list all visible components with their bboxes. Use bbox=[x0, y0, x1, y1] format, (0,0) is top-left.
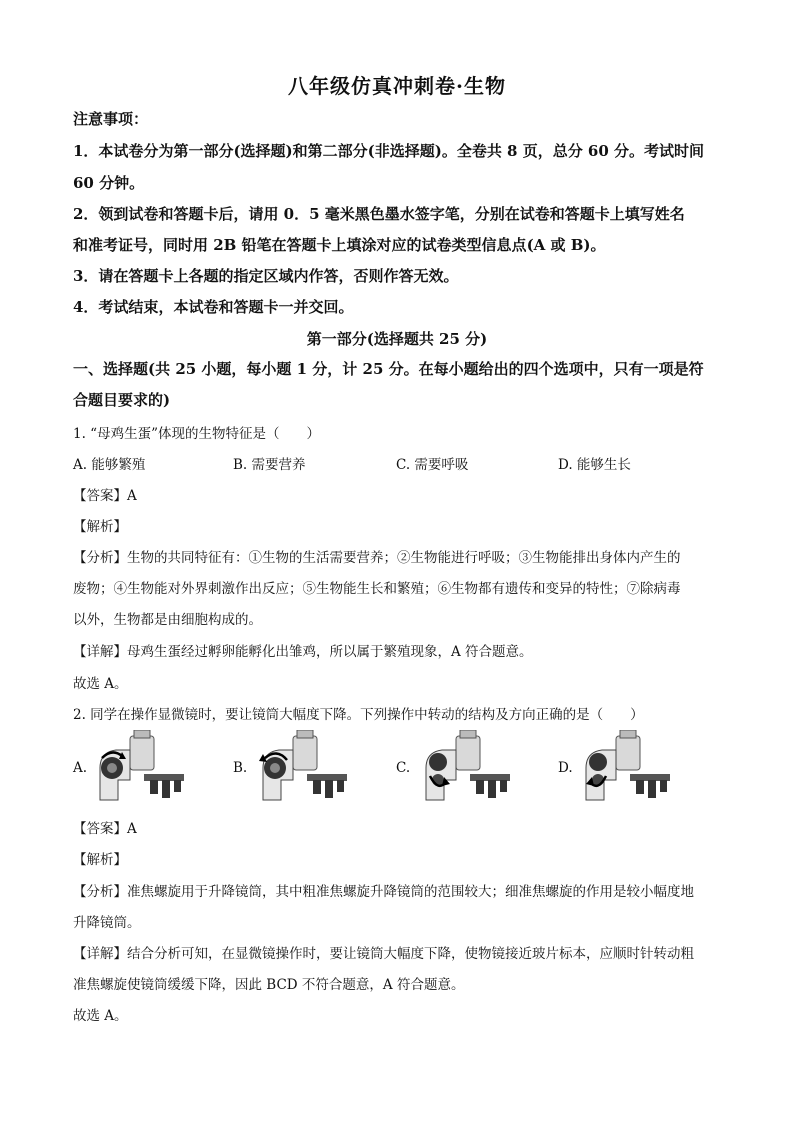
notice-item: 3．请在答题卡上各题的指定区域内作答，否则作答无效。 bbox=[73, 267, 459, 285]
part-heading: 第一部分(选择题共 25 分) bbox=[306, 330, 488, 348]
q2-detail: 准焦螺旋使镜筒缓缓下降，因此 BCD 不符合题意，A 符合题意。 bbox=[73, 977, 465, 993]
q1-analysis-tag: 【解析】 bbox=[73, 519, 127, 535]
question-2-stem: 2. 同学在操作显微镜时，要让镜筒大幅度下降。下列操作中转动的结构及方向正确的是（ ） bbox=[73, 707, 644, 723]
q2-analysis: 【分析】准焦螺旋用于升降镜筒，其中粗准焦螺旋升降镜筒的范围较大；细准焦螺旋的作用是较小幅度地 bbox=[73, 884, 694, 900]
q1-option-c: C. 需要呼吸 bbox=[396, 457, 469, 473]
q2-analysis-tag: 【解析】 bbox=[73, 852, 127, 868]
q1-analysis: 废物；④生物能对外界刺激作出反应；⑤生物能生长和繁殖；⑥生物都有遗传和变异的特性；⑦除病毒 bbox=[73, 581, 681, 597]
q2-answer: 【答案】A bbox=[73, 821, 137, 837]
notice-item: 4．考试结束，本试卷和答题卡一并交回。 bbox=[73, 298, 354, 316]
notice-heading: 注意事项： bbox=[73, 110, 149, 128]
microscope-image-b bbox=[255, 730, 365, 802]
microscope-image-c bbox=[418, 730, 528, 802]
q1-analysis: 【分析】生物的共同特征有：①生物的生活需要营养；②生物能进行呼吸；③生物能排出身体内产生的 bbox=[73, 550, 681, 566]
notice-item: 1．本试卷分为第一部分(选择题)和第二部分(非选择题)。全卷共 8 页，总分 60 分。考试时间 bbox=[73, 142, 705, 160]
q2-option-b: B. bbox=[233, 760, 248, 776]
q1-option-b: B. 需要营养 bbox=[233, 457, 306, 473]
q1-conclusion: 故选 A。 bbox=[73, 676, 128, 692]
notice-item: 2．领到试卷和答题卡后，请用 0．5 毫米黑色墨水签字笔，分别在试卷和答题卡上填写姓名 bbox=[73, 205, 685, 223]
q2-conclusion: 故选 A。 bbox=[73, 1008, 128, 1024]
page-title: 八年级仿真冲刺卷·生物 bbox=[288, 74, 506, 98]
microscope-image-a bbox=[92, 730, 202, 802]
section-heading-cont: 合题目要求的) bbox=[73, 391, 171, 409]
q1-analysis: 以外，生物都是由细胞构成的。 bbox=[73, 612, 262, 628]
notice-item: 60 分钟。 bbox=[73, 174, 145, 192]
q1-detail: 【详解】母鸡生蛋经过孵卵能孵化出雏鸡，所以属于繁殖现象，A 符合题意。 bbox=[73, 644, 533, 660]
notice-item: 和准考证号，同时用 2B 铅笔在答题卡上填涂对应的试卷类型信息点(A 或 B)。 bbox=[73, 236, 606, 254]
q1-answer: 【答案】A bbox=[73, 488, 137, 504]
microscope-image-d bbox=[578, 730, 688, 802]
q1-option-a: A. 能够繁殖 bbox=[73, 457, 146, 473]
section-heading: 一、选择题(共 25 小题，每小题 1 分，计 25 分。在每小题给出的四个选项中，只有一项是符 bbox=[73, 360, 704, 378]
q2-option-c: C. bbox=[396, 760, 411, 776]
q2-option-a: A. bbox=[73, 760, 88, 776]
q1-option-d: D. 能够生长 bbox=[558, 457, 631, 473]
q2-analysis: 升降镜筒。 bbox=[73, 915, 141, 931]
q2-option-d: D. bbox=[558, 760, 573, 776]
question-1-stem: 1. “母鸡生蛋”体现的生物特征是（ ） bbox=[73, 426, 320, 442]
q2-detail: 【详解】结合分析可知，在显微镜操作时，要让镜筒大幅度下降，使物镜接近玻片标本，应顺时针转动粗 bbox=[73, 946, 694, 962]
